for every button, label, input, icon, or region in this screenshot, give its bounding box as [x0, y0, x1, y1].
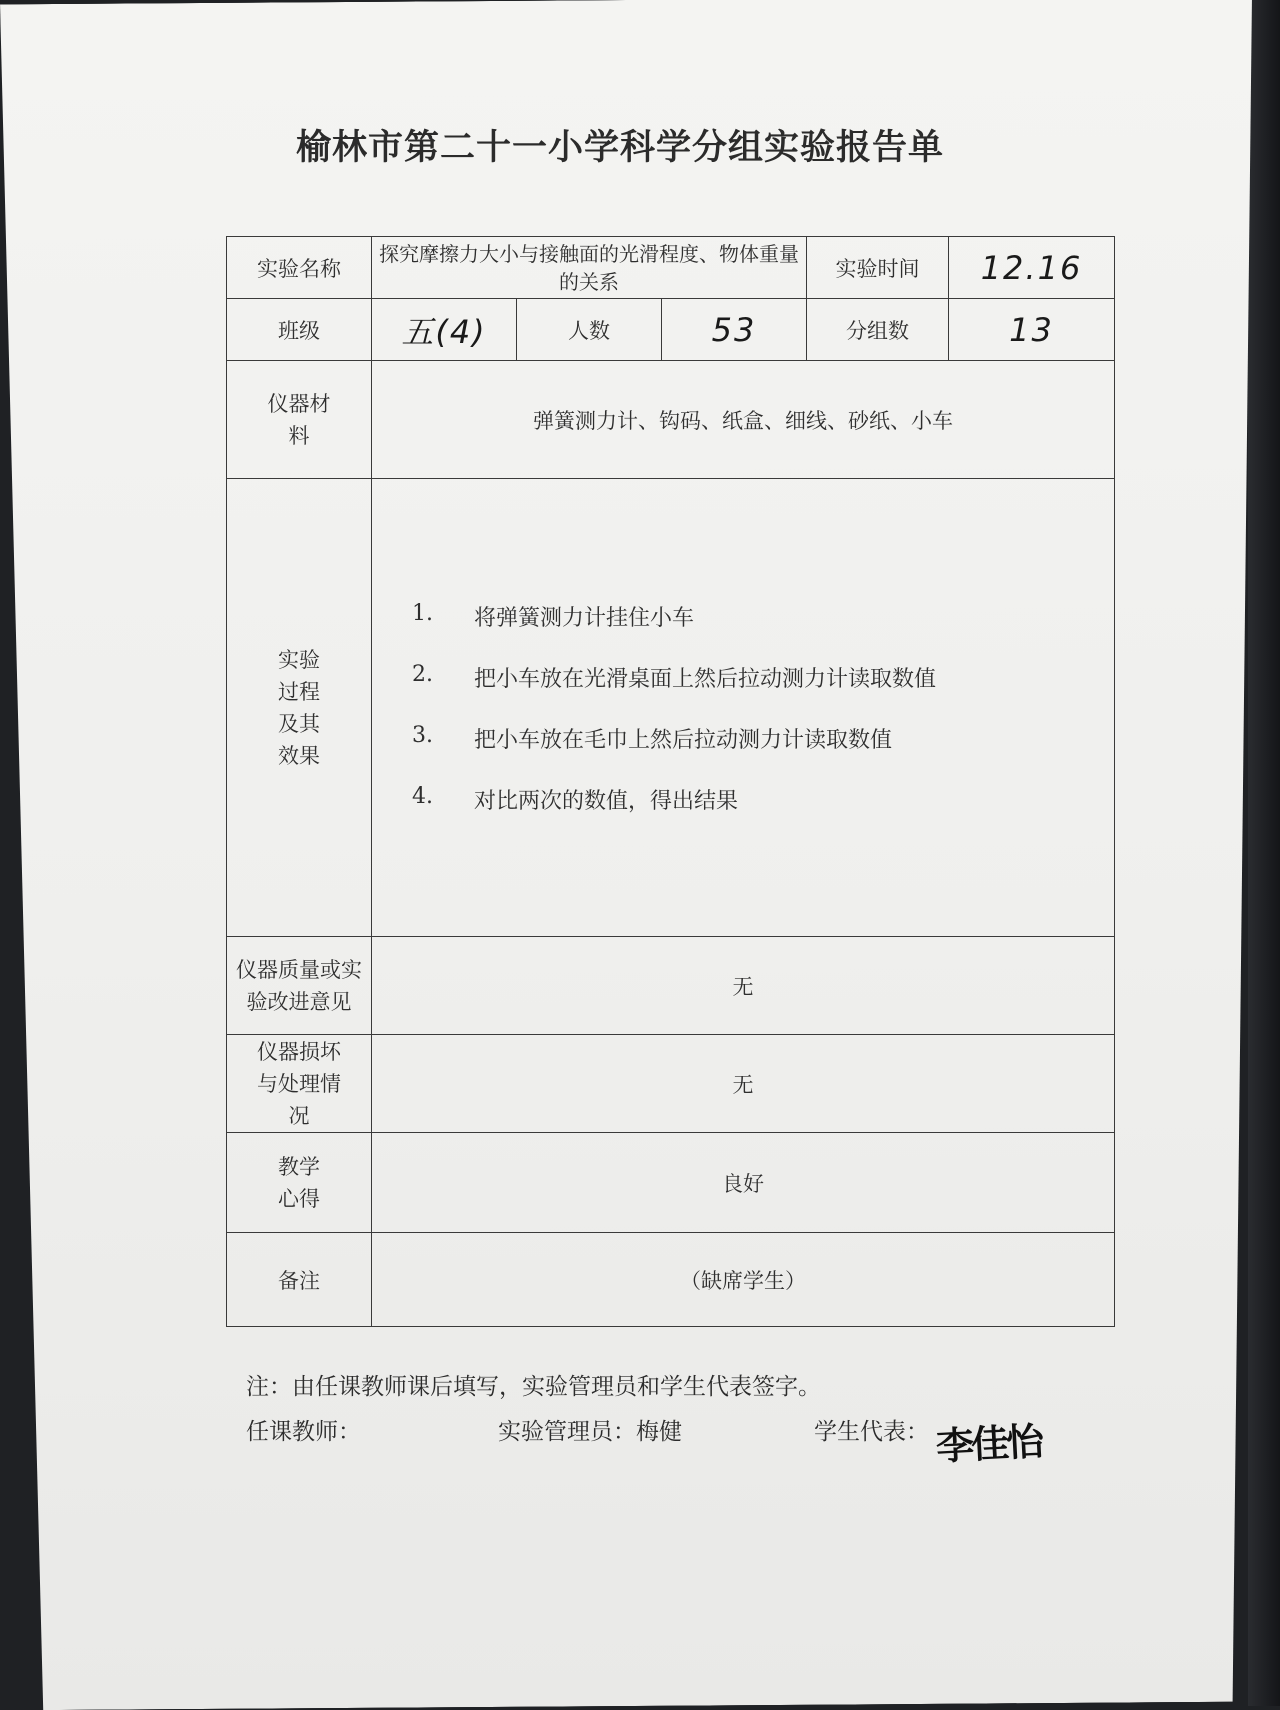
list-item: 3. 把小车放在毛巾上然后拉动测力计读取数值	[412, 722, 893, 753]
damage-label: 仪器损坏与处理情况	[227, 1035, 372, 1133]
student-signature: 李佳怡	[935, 1419, 1043, 1469]
row-materials	[227, 361, 1115, 479]
quality-value: 无	[372, 937, 1115, 1035]
footer	[246, 1368, 1086, 1469]
class-label: 班级	[227, 299, 372, 361]
row-class-info	[227, 299, 1115, 361]
list-item: 1. 将弹簧测力计挂住小车	[412, 600, 695, 631]
dark-background-edge	[1248, 0, 1280, 1706]
people-label: 人数	[517, 299, 662, 361]
teacher-label: 任课教师：	[246, 1419, 361, 1445]
row-remarks	[227, 1233, 1115, 1327]
list-item: 4. 对比两次的数值，得出结果	[412, 783, 739, 814]
row-quality	[227, 937, 1115, 1035]
row-teaching	[227, 1133, 1115, 1233]
experiment-time-label: 实验时间	[807, 237, 949, 299]
groups-value: 13	[949, 299, 1115, 361]
list-item: 2. 把小车放在光滑桌面上然后拉动测力计读取数值	[412, 661, 937, 692]
row-process	[227, 479, 1115, 937]
report-form	[226, 236, 1114, 1327]
remarks-value: （缺席学生）	[372, 1233, 1115, 1327]
footer-signatures	[246, 1407, 1086, 1469]
process-steps-list	[376, 601, 1110, 815]
people-value: 53	[662, 299, 807, 361]
class-value: 五(4)	[372, 299, 517, 361]
row-experiment-name	[227, 237, 1115, 299]
document-title: 榆林市第二十一小学科学分组实验报告单	[295, 128, 944, 168]
experiment-name-label: 实验名称	[227, 237, 372, 299]
teaching-value: 良好	[372, 1133, 1115, 1233]
damage-value: 无	[372, 1035, 1115, 1133]
quality-label: 仪器质量或实验改进意见	[227, 937, 372, 1035]
report-table	[226, 236, 1115, 1327]
experiment-time-value: 12.16	[949, 237, 1115, 299]
remarks-label: 备注	[227, 1233, 372, 1327]
admin-label: 实验管理员：梅健	[498, 1419, 682, 1445]
student-label: 学生代表：	[814, 1419, 929, 1445]
footer-note: 注：由任课教师课后填写，实验管理员和学生代表签字。	[246, 1374, 821, 1400]
row-damage	[227, 1035, 1115, 1133]
teaching-label: 教学心得	[227, 1133, 372, 1233]
groups-label: 分组数	[807, 299, 949, 361]
materials-value: 弹簧测力计、钩码、纸盒、细线、砂纸、小车	[372, 361, 1115, 479]
process-label: 实验过程及其效果	[227, 479, 372, 937]
experiment-name-value: 探究摩擦力大小与接触面的光滑程度、物体重量的关系	[372, 237, 807, 299]
materials-label: 仪器材料	[227, 361, 372, 479]
process-steps-cell	[372, 479, 1115, 937]
